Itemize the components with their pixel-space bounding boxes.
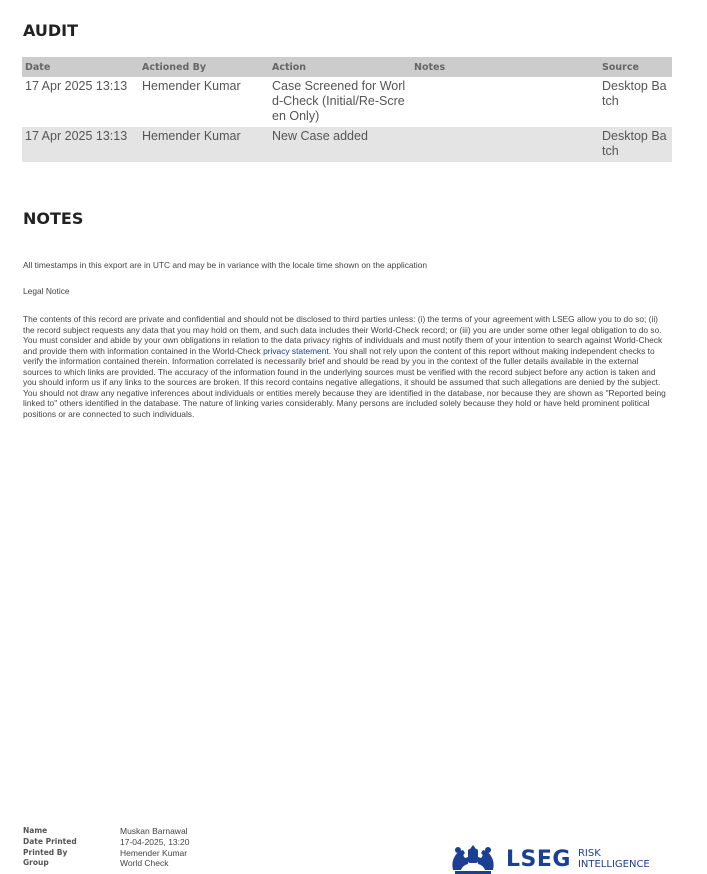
column-header-date: Date xyxy=(22,57,139,77)
cell-date: 17 Apr 2025 13:13 xyxy=(25,79,128,93)
table-row xyxy=(22,77,672,127)
notes-section-title: NOTES xyxy=(23,209,84,228)
cell-source: Desktop Batch xyxy=(599,127,672,162)
group-value: World Check xyxy=(120,858,169,869)
footer-row-date-printed xyxy=(23,837,189,848)
name-value: Muskan Barnawal xyxy=(120,826,188,836)
lseg-logo xyxy=(449,844,650,874)
date-printed-value: 17-04-2025, 13:20 xyxy=(120,836,190,847)
legal-notice-heading: Legal Notice xyxy=(23,286,70,296)
printed-by-label: Printed By xyxy=(23,847,68,857)
printed-by-value: Hemender Kumar xyxy=(120,847,188,858)
name-label: Name xyxy=(23,826,48,835)
audit-header-row xyxy=(22,57,672,77)
legal-notice-text xyxy=(23,314,670,419)
footer-row-group xyxy=(23,858,189,869)
cell-date: 17 Apr 2025 13:13 xyxy=(22,127,139,162)
timezone-note: All timestamps in this export are in UTC and may be in variance with the locale time shown on the application xyxy=(23,260,428,270)
logo-tagline-line-2: INTELLIGENCE xyxy=(577,859,650,870)
logo-wordmark: LSEG xyxy=(506,846,571,872)
footer-row-name xyxy=(23,826,189,837)
legal-text-part-2: . You shall not rely upon the content of this report without making independent checks to verify the information contained therein. Information correlated is necessarily brief and should be read by you in the context of the fuller details available in the external sources to which links are provided. The accuracy of the information found in the underlying sources must be verified with the record subject before any action is taken and you should inform us if any links to the sources are broken. If this record contains negative allegations, it should be assumed that such allegations are denied by the subject. You should not draw any negative inferences about individuals or entities merely because they are identified in the database, nor because they are shown as "Reported being linked to" others identified in the database. The nature of linking varies considerably. Many persons are included solely because they hold or have held prominent political positions or are connected to such individuals. xyxy=(23,345,666,419)
table-row xyxy=(22,127,672,162)
logo-tagline xyxy=(578,848,650,870)
logo-tagline-line-1: RISK xyxy=(577,848,601,859)
cell-actioned-by: Hemender Kumar xyxy=(142,79,241,93)
date-printed-label: Date Printed xyxy=(23,836,77,846)
audit-section-title: AUDIT xyxy=(23,21,79,40)
print-details xyxy=(23,826,189,869)
lion-unicorn-crest-icon xyxy=(449,844,497,874)
column-header-source: Source xyxy=(599,57,672,77)
cell-source: Desktop Batch xyxy=(602,79,667,108)
audit-table xyxy=(22,57,672,162)
cell-notes xyxy=(411,77,599,127)
footer-row-printed-by xyxy=(23,848,189,859)
column-header-actioned-by: Actioned By xyxy=(139,57,269,77)
cell-action: New Case added xyxy=(269,127,411,162)
column-header-notes: Notes xyxy=(411,57,599,77)
cell-action: Case Screened for World-Check (Initial/Re-Screen Only) xyxy=(272,79,406,123)
column-header-action: Action xyxy=(269,57,411,77)
cell-notes xyxy=(411,127,599,162)
privacy-statement-link[interactable]: privacy statement xyxy=(263,345,329,356)
group-label: Group xyxy=(23,858,49,868)
legal-text-part-1: The contents of this record are private and confidential and should not be disclosed to third parties unless: (i) the terms of your agreement with LSEG allow you to do so; (ii) the record subject requests any data that you may hold on them, and such data includes their World-Check record; or (iii) you are under some other legal obligation to do so. You must consider and abide by your own obligations in relation to the data privacy rights of individuals and must notify them of your intention to search against World-Check and provide them with information contained in the World-Check xyxy=(23,314,663,356)
cell-actioned-by: Hemender Kumar xyxy=(139,127,269,162)
